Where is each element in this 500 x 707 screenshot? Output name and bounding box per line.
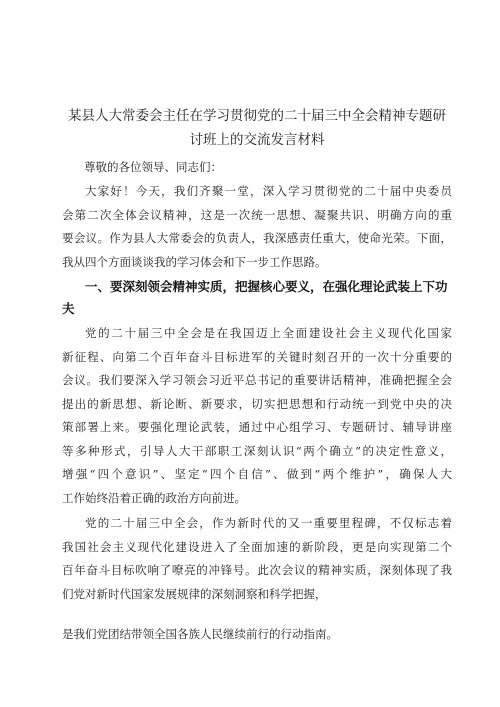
paragraph-line: 增强“四个意识”、坚定“四个自信”、做到“两个维护”，确保人大 — [62, 467, 452, 481]
paragraph-line: 我国社会主义现代化建设进入了全面加速的新阶段，更是向实现第二个 — [62, 539, 452, 554]
section-heading-1 — [62, 276, 452, 320]
paragraph-line: 百年奋斗目标吹响了嘹亮的冲锋号。此次会议的精神实质，深刻体现了我 — [62, 563, 452, 577]
paragraph-section-2 — [62, 512, 452, 606]
paragraph-line: 我从四个方面谈谈我的学习体会和下一步工作思路。 — [62, 254, 327, 269]
document-title — [62, 104, 452, 152]
paragraph-line: 等多种形式，引导人大干部职工深刻认识“两个确立”的决定性意义， — [62, 443, 452, 458]
paragraph-line: 党的二十届三中全会，作为新时代的又一重要里程碑，不仅标志着 — [85, 516, 452, 530]
paragraph-line: 们党对新时代国家发展规律的深刻洞察和科学把握， — [62, 586, 327, 601]
paragraph-section-1 — [62, 322, 452, 510]
paragraph-line: 大家好！今天，我们齐聚一堂，深入学习贯彻党的二十届中央委员 — [85, 184, 452, 198]
heading-line-2: 夫 — [62, 301, 75, 316]
salutation: 尊敬的各位领导、同志们： — [84, 160, 222, 174]
paragraph-closing — [62, 623, 452, 647]
title-line-1: 某县人大常委会主任在学习贯彻党的二十届三中全会精神专题研 — [68, 108, 446, 124]
paragraph-opening — [62, 180, 452, 274]
paragraph-line: 要会议。作为县人大常委会的负责人，我深感责任重大，使命光荣。下面， — [62, 231, 452, 245]
paragraph-line: 工作始终沿着正确的政治方向前进。 — [62, 490, 246, 505]
paragraph-line: 会议。我们要深入学习领会习近平总书记的重要讲话精神，准确把握全会 — [62, 373, 452, 387]
title-line-2: 讨班上的交流发言材料 — [189, 132, 325, 148]
heading-line-1: 一、要深刻领会精神实质，把握核心要义，在强化理论武装上下功 — [85, 279, 448, 294]
paragraph-line: 策部署上来。要强化理论武装，通过中心组学习、专题研讨、辅导讲座 — [62, 420, 452, 434]
paragraph-line: 新征程、向第二个百年奋斗目标进军的关键时刻召开的一次十分重要的 — [62, 349, 452, 364]
paragraph-line: 会第二次全体会议精神，这是一次统一思想、凝聚共识、明确方向的重 — [62, 207, 452, 222]
paragraph-line: 党的二十届三中全会是在我国迈上全面建设社会主义现代化国家 — [85, 326, 452, 340]
paragraph-line: 提出的新思想、新论断、新要求，切实把思想和行动统一到党中央的决 — [62, 396, 452, 411]
paragraph-line: 是我们党团结带领全国各族人民继续前行的行动指南。 — [62, 627, 338, 641]
